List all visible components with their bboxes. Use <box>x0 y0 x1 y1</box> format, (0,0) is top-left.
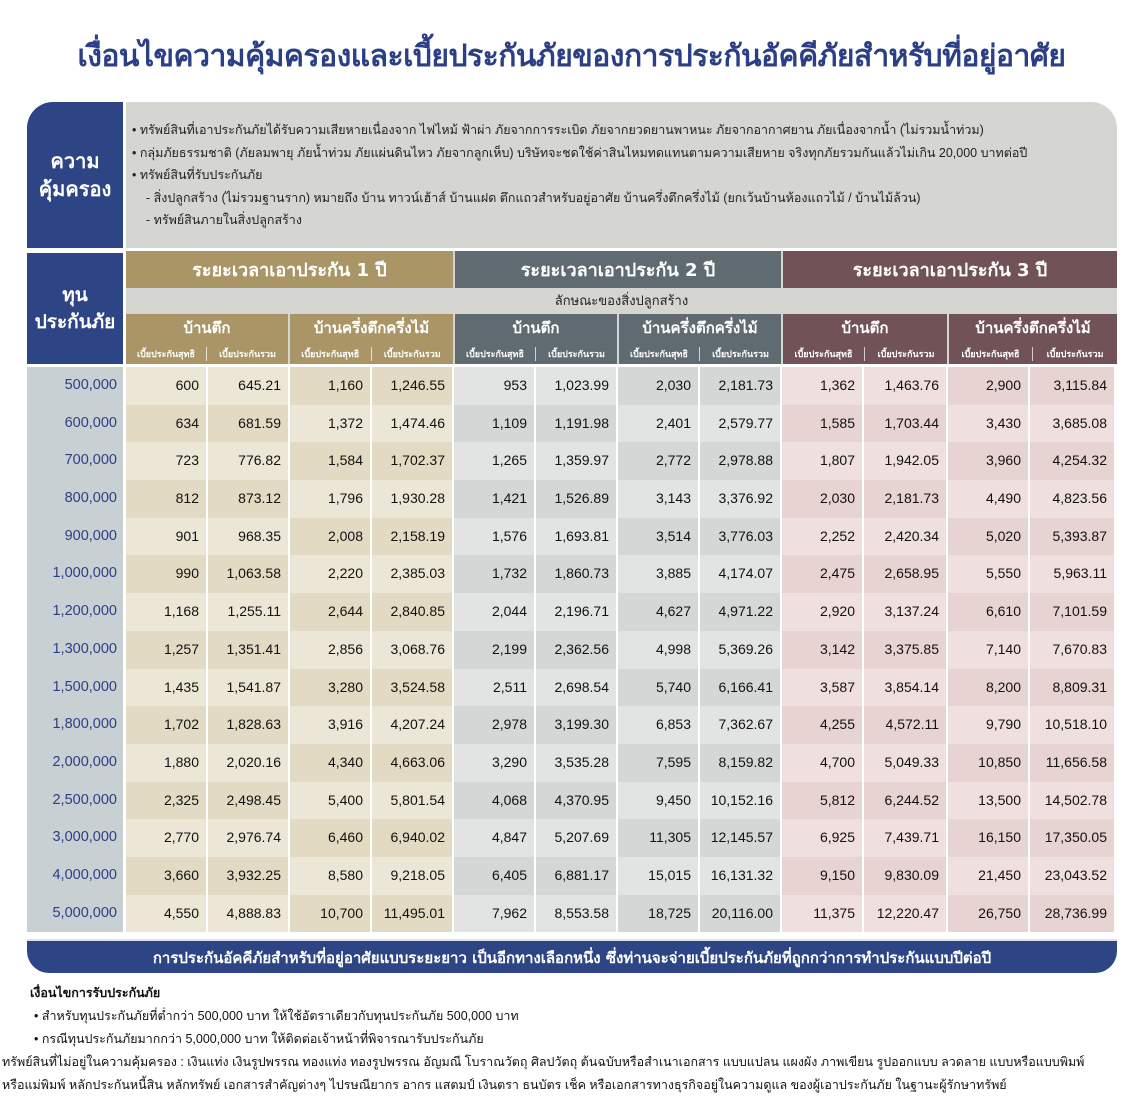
premium-cell: 3,115.84 <box>1030 367 1116 405</box>
exclusions-line: ทรัพย์สินที่ไม่อยู่ในความคุ้มครอง : เงินแท่ง เงินรูปพรรณ ทองแท่ง ทองรูปพรรณ อัญมณี โบราณวัตถุ ศิลปวัตถุ ต้นฉบับหรือสำเนาเอกสาร แบบแปลน แผงผัง ภาพเขียน รูปออกแบบ ลวดลาย แบบหรือแบบพิมพ์ <box>2 1055 1085 1069</box>
premium-cell: 1,942.05 <box>864 442 948 480</box>
premium-cell: 10,152.16 <box>700 782 782 820</box>
premium-cell: 6,460 <box>290 819 372 857</box>
premium-cell: 6,925 <box>782 819 864 857</box>
table-row <box>27 819 1116 857</box>
premium-cell: 1,168 <box>126 593 208 631</box>
premium-cell: 968.35 <box>208 518 290 556</box>
premium-cell: 1,435 <box>126 669 208 707</box>
premium-cell: 2,658.95 <box>864 555 948 593</box>
premium-cell: 4,340 <box>290 744 372 782</box>
premium-cell: 11,375 <box>782 895 864 933</box>
premium-cell: 1,246.55 <box>372 367 454 405</box>
premium-cell: 2,976.74 <box>208 819 290 857</box>
premium-cell: 4,068 <box>454 782 536 820</box>
coverage-label <box>27 102 123 248</box>
premium-cell: 7,962 <box>454 895 536 933</box>
premium-cell: 16,131.32 <box>700 857 782 895</box>
premium-cell: 1,796 <box>290 480 372 518</box>
premium-cell: 3,137.24 <box>864 593 948 631</box>
period-header-1y: ระยะเวลาเอาประกัน 1 ปี <box>126 251 453 288</box>
type-header-concrete-1y <box>126 314 288 364</box>
premium-cell: 1,463.76 <box>864 367 948 405</box>
premium-cell: 4,370.95 <box>536 782 618 820</box>
premium-cell: 5,550 <box>948 555 1030 593</box>
premium-cell: 6,940.02 <box>372 819 454 857</box>
premium-cell: 23,043.52 <box>1030 857 1116 895</box>
table-row <box>27 518 1116 556</box>
type-header-halfwood-3y <box>949 314 1117 364</box>
premium-cell: 3,514 <box>618 518 700 556</box>
premium-cell: 4,663.06 <box>372 744 454 782</box>
premium-cell: 2,030 <box>618 367 700 405</box>
premium-cell: 1,362 <box>782 367 864 405</box>
premium-cell: 2,856 <box>290 631 372 669</box>
premium-cell: 1,880 <box>126 744 208 782</box>
table-row <box>27 895 1116 933</box>
premium-cell: 2,401 <box>618 405 700 443</box>
premium-cell: 4,572.11 <box>864 706 948 744</box>
premium-cell: 2,020.16 <box>208 744 290 782</box>
premium-cell: 4,971.22 <box>700 593 782 631</box>
type-label: บ้านครึ่งตึกครึ่งไม้ <box>313 319 430 337</box>
premium-cell: 8,580 <box>290 857 372 895</box>
premium-cell: 20,116.00 <box>700 895 782 933</box>
premium-cell: 1,023.99 <box>536 367 618 405</box>
net-premium-header: เบี้ยประกันสุทธิ <box>126 347 207 361</box>
premium-cell: 11,495.01 <box>372 895 454 933</box>
premium-cell: 17,350.05 <box>1030 819 1116 857</box>
premium-cell: 723 <box>126 442 208 480</box>
premium-cell: 5,020 <box>948 518 1030 556</box>
type-header-halfwood-2y <box>619 314 781 364</box>
coverage-bullet: • ทรัพย์สินที่เอาประกันภัยได้รับความเสียหายเนื่องจาก ไฟไหม้ ฟ้าผ่า ภัยจากการระเบิด ภัยจากยวดยานพาหนะ ภัยจากอากาศยาน ภัยเนื่องจากน้ำ (ไม่รวมน้ำท่วม) <box>132 123 984 137</box>
type-header-concrete-3y <box>783 314 947 364</box>
premium-cell: 1,421 <box>454 480 536 518</box>
premium-cell: 1,526.89 <box>536 480 618 518</box>
premium-cell: 2,008 <box>290 518 372 556</box>
net-premium-header: เบี้ยประกันสุทธิ <box>455 347 536 361</box>
premium-cell: 12,220.47 <box>864 895 948 933</box>
premium-cell: 2,199 <box>454 631 536 669</box>
premium-cell: 3,068.76 <box>372 631 454 669</box>
premium-cell: 8,159.82 <box>700 744 782 782</box>
premium-cell: 3,290 <box>454 744 536 782</box>
premium-cell: 6,405 <box>454 857 536 895</box>
sum-insured-cell: 900,000 <box>27 518 126 556</box>
premium-cell: 28,736.99 <box>1030 895 1116 933</box>
type-header-halfwood-1y <box>290 314 453 364</box>
premium-cell: 8,809.31 <box>1030 669 1116 707</box>
table-row <box>27 782 1116 820</box>
premium-cell: 4,174.07 <box>700 555 782 593</box>
premium-cell: 1,828.63 <box>208 706 290 744</box>
premium-cell: 901 <box>126 518 208 556</box>
sum-insured-line2: ประกันภัย <box>34 310 116 333</box>
premium-cell: 3,143 <box>618 480 700 518</box>
premium-cell: 2,978.88 <box>700 442 782 480</box>
premium-cell: 2,644 <box>290 593 372 631</box>
premium-cell: 645.21 <box>208 367 290 405</box>
premium-cell: 6,244.52 <box>864 782 948 820</box>
premium-cell: 812 <box>126 480 208 518</box>
type-label: บ้านครึ่งตึกครึ่งไม้ <box>642 319 758 337</box>
premium-cell: 1,160 <box>290 367 372 405</box>
premium-cell: 5,369.26 <box>700 631 782 669</box>
table-row <box>27 669 1116 707</box>
premium-cell: 7,140 <box>948 631 1030 669</box>
premium-cell: 2,181.73 <box>700 367 782 405</box>
sum-insured-cell: 1,300,000 <box>27 631 126 669</box>
premium-cell: 7,439.71 <box>864 819 948 857</box>
total-premium-header: เบี้ยประกันรวม <box>712 350 769 360</box>
premium-cell: 1,732 <box>454 555 536 593</box>
condition-item: • กรณีทุนประกันภัยมากกว่า 5,000,000 บาท ให้ติดต่อเจ้าหน้าที่พิจารณารับประกันภัย <box>34 1032 484 1046</box>
premium-cell: 3,587 <box>782 669 864 707</box>
premium-cell: 1,702.37 <box>372 442 454 480</box>
type-label: บ้านตึก <box>841 319 889 337</box>
net-premium-header: เบี้ยประกันสุทธิ <box>290 347 372 361</box>
premium-cell: 990 <box>126 555 208 593</box>
premium-cell: 681.59 <box>208 405 290 443</box>
premium-cell: 7,362.67 <box>700 706 782 744</box>
sum-insured-cell: 1,000,000 <box>27 555 126 593</box>
premium-cell: 1,860.73 <box>536 555 618 593</box>
premium-cell: 1,351.41 <box>208 631 290 669</box>
page-title: เงื่อนไขความคุ้มครองและเบี้ยประกันภัยของการประกันอัคคีภัยสำหรับที่อยู่อาศัย <box>77 39 1066 74</box>
sum-insured-cell: 1,200,000 <box>27 593 126 631</box>
premium-cell: 8,200 <box>948 669 1030 707</box>
premium-cell: 2,385.03 <box>372 555 454 593</box>
table-row <box>27 631 1116 669</box>
sum-insured-cell: 1,800,000 <box>27 706 126 744</box>
premium-cell: 4,254.32 <box>1030 442 1116 480</box>
sum-insured-header <box>27 251 123 364</box>
premium-cell: 953 <box>454 367 536 405</box>
premium-cell: 3,932.25 <box>208 857 290 895</box>
premium-cell: 7,595 <box>618 744 700 782</box>
premium-cell: 10,518.10 <box>1030 706 1116 744</box>
premium-cell: 6,881.17 <box>536 857 618 895</box>
long-term-banner: การประกันอัคคีภัยสำหรับที่อยู่อาศัยแบบระยะยาว เป็นอีกทางเลือกหนึ่ง ซึ่งท่านจะจ่ายเบี้ยประกันภัยที่ถูกกว่าการทำประกันแบบปีต่อปี <box>27 939 1117 973</box>
premium-cell: 5,207.69 <box>536 819 618 857</box>
premium-cell: 3,535.28 <box>536 744 618 782</box>
premium-cell: 4,847 <box>454 819 536 857</box>
sum-insured-cell: 5,000,000 <box>27 895 126 933</box>
premium-cell: 6,610 <box>948 593 1030 631</box>
premium-cell: 15,015 <box>618 857 700 895</box>
premium-cell: 1,359.97 <box>536 442 618 480</box>
premium-cell: 4,207.24 <box>372 706 454 744</box>
coverage-label-line1: ความ <box>50 149 100 173</box>
premium-cell: 3,685.08 <box>1030 405 1116 443</box>
premium-cell: 5,801.54 <box>372 782 454 820</box>
premium-cell: 3,885 <box>618 555 700 593</box>
premium-cell: 1,576 <box>454 518 536 556</box>
total-premium-header: เบี้ยประกันรวม <box>1046 350 1104 360</box>
premium-cell: 11,305 <box>618 819 700 857</box>
premium-cell: 5,393.87 <box>1030 518 1116 556</box>
premium-cell: 1,191.98 <box>536 405 618 443</box>
premium-cell: 5,740 <box>618 669 700 707</box>
premium-cell: 18,725 <box>618 895 700 933</box>
sum-insured-cell: 2,500,000 <box>27 782 126 820</box>
premium-cell: 16,150 <box>948 819 1030 857</box>
sum-insured-line1: ทุน <box>62 283 88 306</box>
premium-cell: 9,830.09 <box>864 857 948 895</box>
premium-cell: 7,670.83 <box>1030 631 1116 669</box>
premium-cell: 12,145.57 <box>700 819 782 857</box>
premium-cell: 21,450 <box>948 857 1030 895</box>
premium-cell: 2,475 <box>782 555 864 593</box>
coverage-bullet: • ทรัพย์สินที่รับประกันภัย <box>132 168 263 182</box>
table-row <box>27 744 1116 782</box>
coverage-label-line2: คุ้มครอง <box>38 177 112 201</box>
premium-cell: 1,063.58 <box>208 555 290 593</box>
sum-insured-cell: 3,000,000 <box>27 819 126 857</box>
coverage-details <box>126 102 1117 248</box>
structure-type-label: ลักษณะของสิ่งปลูกสร้าง <box>554 293 689 308</box>
premium-cell: 1,257 <box>126 631 208 669</box>
premium-cell: 5,963.11 <box>1030 555 1116 593</box>
premium-cell: 9,790 <box>948 706 1030 744</box>
premium-cell: 1,930.28 <box>372 480 454 518</box>
premium-cell: 8,553.58 <box>536 895 618 933</box>
period-header-3y: ระยะเวลาเอาประกัน 3 ปี <box>783 251 1117 288</box>
premium-cell: 11,656.58 <box>1030 744 1116 782</box>
premium-cell: 1,541.87 <box>208 669 290 707</box>
total-premium-header: เบี้ยประกันรวม <box>548 350 605 360</box>
premium-cell: 3,854.14 <box>864 669 948 707</box>
premium-cell: 2,498.45 <box>208 782 290 820</box>
premium-cell: 3,524.58 <box>372 669 454 707</box>
premium-cell: 634 <box>126 405 208 443</box>
sum-insured-cell: 4,000,000 <box>27 857 126 895</box>
premium-cell: 9,450 <box>618 782 700 820</box>
net-premium-header: เบี้ยประกันสุทธิ <box>783 347 865 361</box>
premium-cell: 2,252 <box>782 518 864 556</box>
premium-cell: 1,109 <box>454 405 536 443</box>
period-header-2y: ระยะเวลาเอาประกัน 2 ปี <box>455 251 781 288</box>
premium-cell: 3,142 <box>782 631 864 669</box>
table-row <box>27 593 1116 631</box>
premium-cell: 10,850 <box>948 744 1030 782</box>
premium-cell: 4,888.83 <box>208 895 290 933</box>
premium-cell: 2,420.34 <box>864 518 948 556</box>
premium-cell: 9,150 <box>782 857 864 895</box>
underwriting-conditions <box>2 982 1102 1097</box>
premium-cell: 2,325 <box>126 782 208 820</box>
table-row <box>27 367 1116 405</box>
premium-cell: 1,585 <box>782 405 864 443</box>
total-premium-header: เบี้ยประกันรวม <box>383 350 441 360</box>
premium-cell: 2,770 <box>126 819 208 857</box>
premium-cell: 3,199.30 <box>536 706 618 744</box>
exclusions-line: หรือแม่พิมพ์ หลักประกันหนี้สิน หลักทรัพย์ เอกสารสำคัญต่างๆ ไปรษณียากร อากร แสตมป์ เงินตรา ธนบัตร เช็ค หรือเอกสารทางธุรกิจอยู่ในความดูแล ของผู้เอาประกันภัย ในฐานะผู้รักษาทรัพย์ <box>2 1078 1007 1092</box>
premium-cell: 4,490 <box>948 480 1030 518</box>
premium-cell: 3,430 <box>948 405 1030 443</box>
type-header-concrete-2y <box>455 314 617 364</box>
sum-insured-cell: 600,000 <box>27 405 126 443</box>
premium-cell: 2,978 <box>454 706 536 744</box>
premium-cell: 1,372 <box>290 405 372 443</box>
premium-cell: 7,101.59 <box>1030 593 1116 631</box>
premium-cell: 1,703.44 <box>864 405 948 443</box>
table-row <box>27 405 1116 443</box>
net-premium-header: เบี้ยประกันสุทธิ <box>619 347 700 361</box>
premium-cell: 1,584 <box>290 442 372 480</box>
premium-cell: 2,030 <box>782 480 864 518</box>
premium-cell: 1,265 <box>454 442 536 480</box>
premium-cell: 2,698.54 <box>536 669 618 707</box>
premium-cell: 4,700 <box>782 744 864 782</box>
premium-cell: 2,220 <box>290 555 372 593</box>
type-label: บ้านตึก <box>183 319 231 337</box>
premium-cell: 4,550 <box>126 895 208 933</box>
premium-cell: 6,853 <box>618 706 700 744</box>
premium-cell: 3,280 <box>290 669 372 707</box>
premium-cell: 26,750 <box>948 895 1030 933</box>
sum-insured-cell: 1,500,000 <box>27 669 126 707</box>
premium-cell: 2,772 <box>618 442 700 480</box>
premium-cell: 2,579.77 <box>700 405 782 443</box>
premium-cell: 2,158.19 <box>372 518 454 556</box>
premium-cell: 4,823.56 <box>1030 480 1116 518</box>
conditions-heading: เงื่อนไขการรับประกันภัย <box>30 986 161 1000</box>
coverage-sub-item: - สิ่งปลูกสร้าง (ไม่รวมฐานราก) หมายถึง บ้าน ทาวน์เฮ้าส์ บ้านแฝด ตึกแถวสำหรับอยู่อาศัย บ้านครึ่งตึกครึ่งไม้ (ยกเว้นบ้านห้องแถวไม้ / บ้านไม้ล้วน) <box>146 190 921 205</box>
premium-cell: 5,400 <box>290 782 372 820</box>
premium-cell: 600 <box>126 367 208 405</box>
premium-cell: 14,502.78 <box>1030 782 1116 820</box>
premium-cell: 1,255.11 <box>208 593 290 631</box>
premium-cell: 4,627 <box>618 593 700 631</box>
premium-cell: 4,998 <box>618 631 700 669</box>
type-label: บ้านตึก <box>512 319 560 337</box>
premium-cell: 1,693.81 <box>536 518 618 556</box>
coverage-bullet: • กลุ่มภัยธรรมชาติ (ภัยลมพายุ ภัยน้ำท่วม ภัยแผ่นดินไหว ภัยจากลูกเห็บ) บริษัทจะชดใช้ค่าสินไหมทดแทนตามความเสียหาย จริงทุกภัยรวมกันแล้วไม่เกิน 20,000 บาทต่อปี <box>132 145 1028 160</box>
premium-cell: 3,375.85 <box>864 631 948 669</box>
premium-cell: 2,511 <box>454 669 536 707</box>
table-row <box>27 706 1116 744</box>
premium-cell: 2,196.71 <box>536 593 618 631</box>
net-premium-header: เบี้ยประกันสุทธิ <box>949 347 1033 361</box>
coverage-sub-item: - ทรัพย์สินภายในสิ่งปลูกสร้าง <box>146 213 302 227</box>
table-row <box>27 442 1116 480</box>
condition-item: • สำหรับทุนประกันภัยที่ต่ำกว่า 500,000 บาท ให้ใช้อัตราเดียวกับทุนประกันภัย 500,000 บาท <box>34 1009 519 1023</box>
premium-cell: 3,960 <box>948 442 1030 480</box>
table-row <box>27 857 1116 895</box>
premium-cell: 3,660 <box>126 857 208 895</box>
premium-cell: 3,776.03 <box>700 518 782 556</box>
premium-cell: 2,181.73 <box>864 480 948 518</box>
premium-cell: 2,840.85 <box>372 593 454 631</box>
premium-cell: 1,807 <box>782 442 864 480</box>
premium-cell: 2,044 <box>454 593 536 631</box>
premium-cell: 873.12 <box>208 480 290 518</box>
table-row <box>27 480 1116 518</box>
premium-cell: 6,166.41 <box>700 669 782 707</box>
premium-cell: 13,500 <box>948 782 1030 820</box>
total-premium-header: เบี้ยประกันรวม <box>219 350 276 360</box>
type-label: บ้านครึ่งตึกครึ่งไม้ <box>975 319 1091 337</box>
table-row <box>27 555 1116 593</box>
premium-cell: 5,049.33 <box>864 744 948 782</box>
premium-cell: 4,255 <box>782 706 864 744</box>
premium-cell: 2,920 <box>782 593 864 631</box>
premium-cell: 3,376.92 <box>700 480 782 518</box>
premium-table <box>27 367 1116 932</box>
premium-cell: 776.82 <box>208 442 290 480</box>
sum-insured-cell: 800,000 <box>27 480 126 518</box>
premium-cell: 9,218.05 <box>372 857 454 895</box>
total-premium-header: เบี้ยประกันรวม <box>877 350 935 360</box>
premium-cell: 2,900 <box>948 367 1030 405</box>
premium-cell: 1,474.46 <box>372 405 454 443</box>
premium-cell: 1,702 <box>126 706 208 744</box>
sum-insured-cell: 500,000 <box>27 367 126 405</box>
premium-cell: 10,700 <box>290 895 372 933</box>
premium-cell: 5,812 <box>782 782 864 820</box>
sum-insured-cell: 700,000 <box>27 442 126 480</box>
premium-cell: 3,916 <box>290 706 372 744</box>
sum-insured-cell: 2,000,000 <box>27 744 126 782</box>
premium-cell: 2,362.56 <box>536 631 618 669</box>
